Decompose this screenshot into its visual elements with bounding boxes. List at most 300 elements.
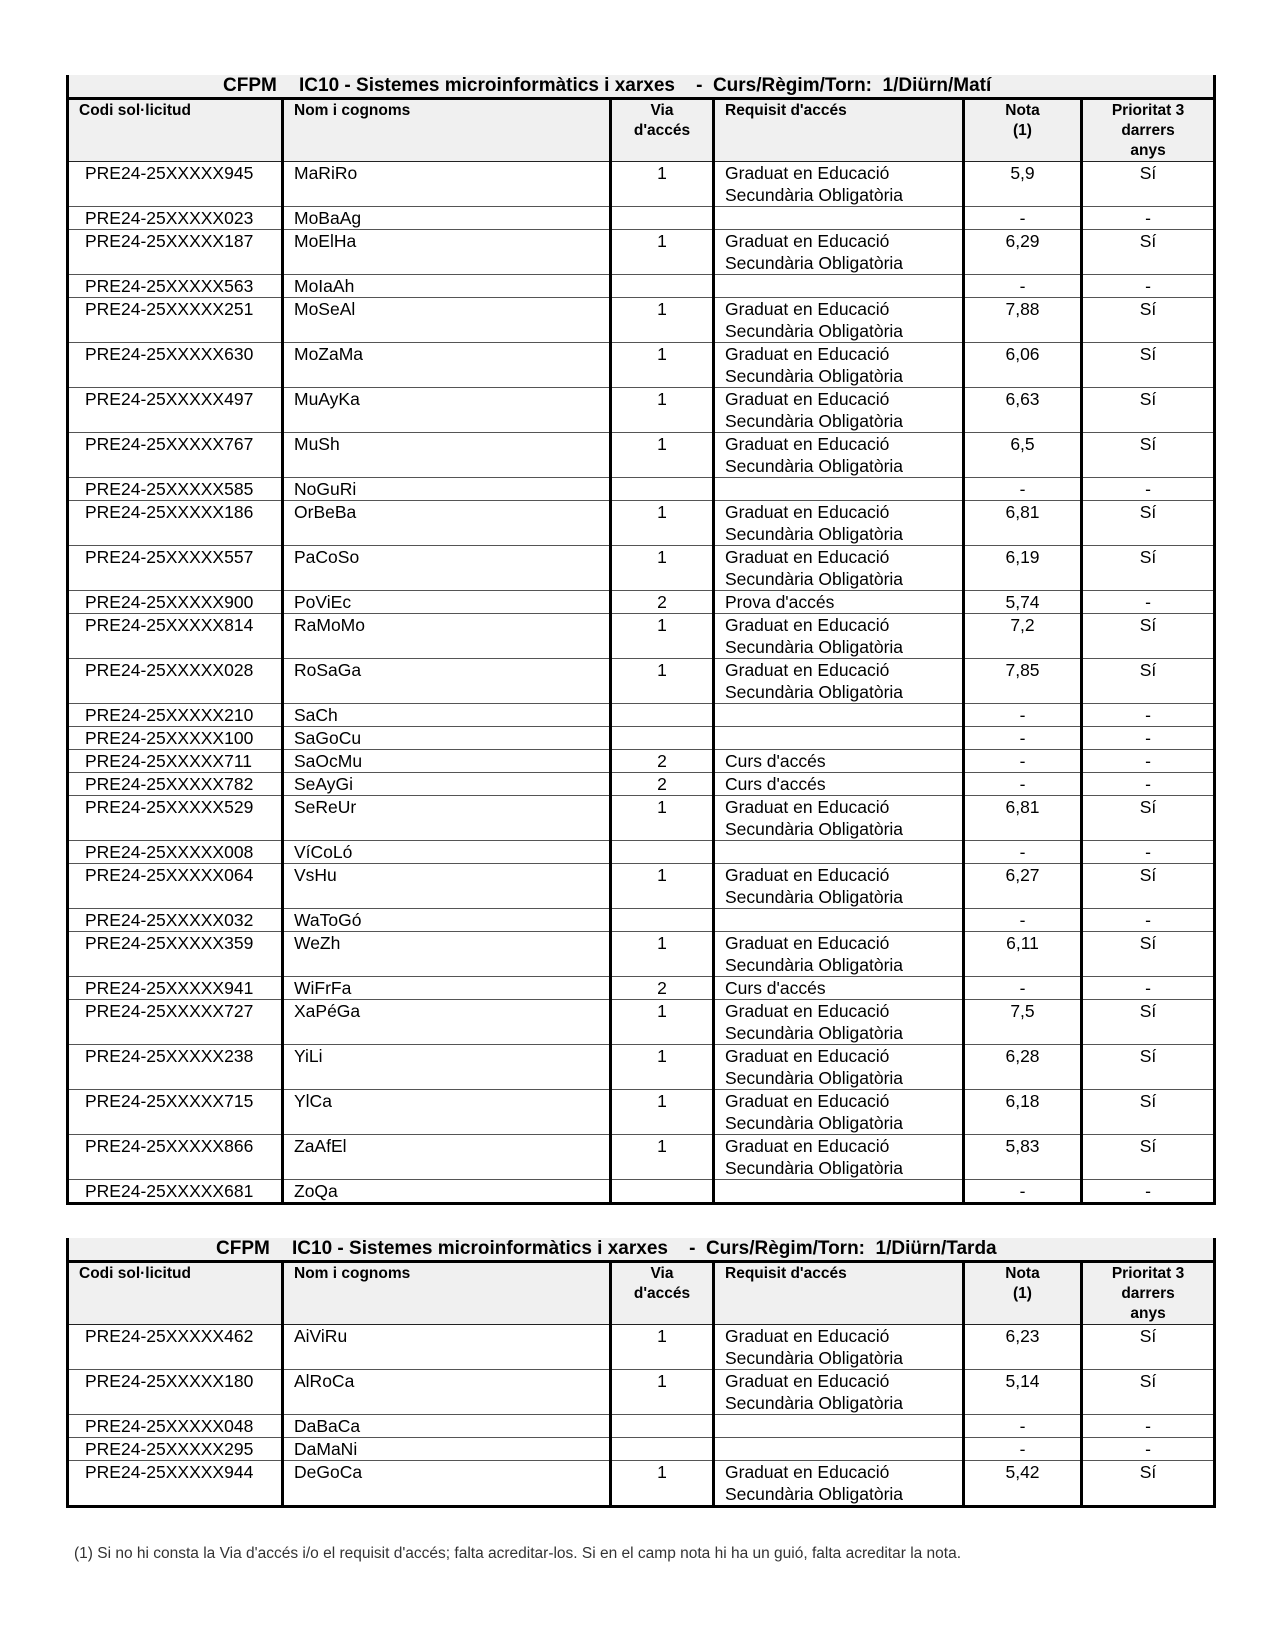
cell-via <box>611 1438 714 1461</box>
cell-name: PaCoSo <box>283 546 611 591</box>
cell-name: MoIaAh <box>283 275 611 298</box>
table-row <box>68 659 1215 704</box>
requisit-line-1: Graduat en Educació <box>725 1091 890 1111</box>
requisit-line-1: Graduat en Educació <box>725 1371 890 1391</box>
cell-code: PRE24-25XXXXX563 <box>68 275 283 298</box>
cell-nota: 7,2 <box>964 614 1082 659</box>
cell-prioritat: Sí <box>1082 546 1215 591</box>
cell-via <box>611 841 714 864</box>
cell-prioritat: - <box>1082 909 1215 932</box>
table-row <box>68 1415 1215 1438</box>
cell-code: PRE24-25XXXXX064 <box>68 864 283 909</box>
cell-code: PRE24-25XXXXX028 <box>68 659 283 704</box>
cell-nota: 5,42 <box>964 1461 1082 1507</box>
cell-requisit <box>714 501 964 546</box>
cell-code: PRE24-25XXXXX497 <box>68 388 283 433</box>
cell-requisit <box>714 1415 964 1438</box>
requisit-line-2: Secundària Obligatòria <box>725 637 904 657</box>
cell-nota: 6,81 <box>964 501 1082 546</box>
table-row <box>68 796 1215 841</box>
cell-requisit <box>714 704 964 727</box>
table <box>66 1238 1216 1508</box>
cell-requisit <box>714 1180 964 1204</box>
cell-name: DaMaNi <box>283 1438 611 1461</box>
requisit-line-1: Curs d'accés <box>725 774 826 794</box>
cell-prioritat: Sí <box>1082 1325 1215 1370</box>
cell-via: 1 <box>611 388 714 433</box>
cell-prioritat: Sí <box>1082 1135 1215 1180</box>
admissions-table-mati <box>66 75 1213 1205</box>
requisit-line-1: Curs d'accés <box>725 978 826 998</box>
cell-nota: 5,74 <box>964 591 1082 614</box>
col-header-code: Codi sol·licitud <box>68 1262 283 1325</box>
table-title: IC10 - Sistemes microinformàtics i xarxes - Curs/Règim/Torn: 1/Diürn/Matí <box>299 75 992 96</box>
cell-requisit <box>714 932 964 977</box>
cell-requisit <box>714 343 964 388</box>
cell-nota: - <box>964 1438 1082 1461</box>
table-row <box>68 501 1215 546</box>
cell-code: PRE24-25XXXXX100 <box>68 727 283 750</box>
header-row <box>68 1262 1215 1325</box>
header-row <box>68 99 1215 162</box>
requisit-line-1: Graduat en Educació <box>725 163 890 183</box>
requisit-line-1: Graduat en Educació <box>725 547 890 567</box>
cell-requisit <box>714 1438 964 1461</box>
cell-requisit <box>714 546 964 591</box>
cell-requisit <box>714 659 964 704</box>
admissions-table-tarda <box>66 1238 1213 1508</box>
cell-code: PRE24-25XXXXX187 <box>68 230 283 275</box>
requisit-line-2: Secundària Obligatòria <box>725 366 904 386</box>
cell-nota: 6,27 <box>964 864 1082 909</box>
cell-prioritat: Sí <box>1082 433 1215 478</box>
cell-via: 1 <box>611 501 714 546</box>
cell-code: PRE24-25XXXXX008 <box>68 841 283 864</box>
cell-name: RaMoMo <box>283 614 611 659</box>
cell-nota: 6,28 <box>964 1045 1082 1090</box>
cell-code: PRE24-25XXXXX900 <box>68 591 283 614</box>
cell-nota: 6,11 <box>964 932 1082 977</box>
cell-code: PRE24-25XXXXX048 <box>68 1415 283 1438</box>
cell-name: XaPéGa <box>283 1000 611 1045</box>
table-title-row <box>68 1238 1215 1262</box>
cell-name: YlCa <box>283 1090 611 1135</box>
table-row <box>68 298 1215 343</box>
cell-code: PRE24-25XXXXX180 <box>68 1370 283 1415</box>
cell-code: PRE24-25XXXXX814 <box>68 614 283 659</box>
cell-prioritat: Sí <box>1082 1045 1215 1090</box>
cell-requisit <box>714 1090 964 1135</box>
cell-requisit <box>714 864 964 909</box>
requisit-line-2: Secundària Obligatòria <box>725 185 904 205</box>
cell-nota: 7,88 <box>964 298 1082 343</box>
col-header-code: Codi sol·licitud <box>68 99 283 162</box>
cell-requisit <box>714 388 964 433</box>
table-row <box>68 207 1215 230</box>
table-row <box>68 932 1215 977</box>
cell-requisit <box>714 478 964 501</box>
cell-via: 1 <box>611 659 714 704</box>
cell-nota: 6,5 <box>964 433 1082 478</box>
cell-prioritat: Sí <box>1082 796 1215 841</box>
cell-via: 2 <box>611 773 714 796</box>
cell-requisit <box>714 230 964 275</box>
cell-requisit <box>714 1461 964 1507</box>
table-row <box>68 864 1215 909</box>
requisit-line-1: Graduat en Educació <box>725 1462 890 1482</box>
cell-nota: 6,18 <box>964 1090 1082 1135</box>
cell-requisit <box>714 909 964 932</box>
col-header-prio: Prioritat 3 darrers anys <box>1082 99 1215 162</box>
table-row <box>68 433 1215 478</box>
table <box>66 75 1216 1205</box>
cell-nota: - <box>964 773 1082 796</box>
cell-name: RoSaGa <box>283 659 611 704</box>
cell-prioritat: Sí <box>1082 864 1215 909</box>
requisit-line-2: Secundària Obligatòria <box>725 1484 904 1504</box>
cell-name: ZoQa <box>283 1180 611 1204</box>
table-row <box>68 546 1215 591</box>
cell-name: MoZaMa <box>283 343 611 388</box>
cell-nota: - <box>964 727 1082 750</box>
cell-prioritat: - <box>1082 727 1215 750</box>
cell-name: VíCoLó <box>283 841 611 864</box>
table-row <box>68 275 1215 298</box>
requisit-line-1: Graduat en Educació <box>725 1001 890 1021</box>
cell-nota: - <box>964 750 1082 773</box>
center-name: CFPM <box>216 1238 270 1259</box>
table-row <box>68 1180 1215 1204</box>
cell-requisit <box>714 773 964 796</box>
cell-via: 1 <box>611 932 714 977</box>
cell-nota: 5,14 <box>964 1370 1082 1415</box>
cell-prioritat: - <box>1082 1415 1215 1438</box>
requisit-line-1: Graduat en Educació <box>725 389 890 409</box>
cell-name: NoGuRi <box>283 478 611 501</box>
cell-via <box>611 478 714 501</box>
cell-code: PRE24-25XXXXX681 <box>68 1180 283 1204</box>
cell-code: PRE24-25XXXXX945 <box>68 162 283 207</box>
cell-via: 1 <box>611 614 714 659</box>
cell-prioritat: - <box>1082 591 1215 614</box>
cell-prioritat: Sí <box>1082 230 1215 275</box>
cell-prioritat: Sí <box>1082 343 1215 388</box>
cell-name: AlRoCa <box>283 1370 611 1415</box>
cell-requisit <box>714 614 964 659</box>
cell-prioritat: - <box>1082 1438 1215 1461</box>
table-row <box>68 727 1215 750</box>
requisit-line-1: Graduat en Educació <box>725 1326 890 1346</box>
cell-prioritat: Sí <box>1082 614 1215 659</box>
cell-code: PRE24-25XXXXX557 <box>68 546 283 591</box>
requisit-line-1: Graduat en Educació <box>725 1136 890 1156</box>
cell-nota: 6,19 <box>964 546 1082 591</box>
cell-requisit <box>714 977 964 1000</box>
table-row <box>68 750 1215 773</box>
cell-code: PRE24-25XXXXX251 <box>68 298 283 343</box>
cell-via: 1 <box>611 1090 714 1135</box>
cell-nota: 7,85 <box>964 659 1082 704</box>
cell-name: OrBeBa <box>283 501 611 546</box>
cell-name: ZaAfEl <box>283 1135 611 1180</box>
cell-code: PRE24-25XXXXX715 <box>68 1090 283 1135</box>
cell-via: 2 <box>611 591 714 614</box>
cell-code: PRE24-25XXXXX782 <box>68 773 283 796</box>
cell-nota: - <box>964 275 1082 298</box>
cell-nota: 6,06 <box>964 343 1082 388</box>
cell-name: SaGoCu <box>283 727 611 750</box>
center-name: CFPM <box>223 75 277 96</box>
cell-nota: - <box>964 909 1082 932</box>
cell-code: PRE24-25XXXXX238 <box>68 1045 283 1090</box>
cell-via: 1 <box>611 1461 714 1507</box>
cell-prioritat: Sí <box>1082 932 1215 977</box>
table-row <box>68 1325 1215 1370</box>
cell-name: MuAyKa <box>283 388 611 433</box>
cell-name: SaCh <box>283 704 611 727</box>
cell-code: PRE24-25XXXXX462 <box>68 1325 283 1370</box>
cell-via: 2 <box>611 750 714 773</box>
cell-requisit <box>714 433 964 478</box>
cell-prioritat: Sí <box>1082 1461 1215 1507</box>
table-row <box>68 343 1215 388</box>
cell-prioritat: - <box>1082 1180 1215 1204</box>
col-header-req: Requisit d'accés <box>714 1262 964 1325</box>
requisit-line-1: Graduat en Educació <box>725 502 890 522</box>
cell-via: 1 <box>611 546 714 591</box>
cell-name: VsHu <box>283 864 611 909</box>
col-header-prio: Prioritat 3 darrers anys <box>1082 1262 1215 1325</box>
cell-nota: - <box>964 1180 1082 1204</box>
cell-code: PRE24-25XXXXX585 <box>68 478 283 501</box>
cell-name: SeAyGi <box>283 773 611 796</box>
cell-via <box>611 1415 714 1438</box>
col-header-via: Via d'accés <box>611 1262 714 1325</box>
cell-name: WeZh <box>283 932 611 977</box>
cell-name: MoBaAg <box>283 207 611 230</box>
cell-prioritat: Sí <box>1082 501 1215 546</box>
table-title-row <box>68 75 1215 99</box>
requisit-line-2: Secundària Obligatòria <box>725 819 904 839</box>
requisit-line-1: Graduat en Educació <box>725 865 890 885</box>
cell-name: MaRiRo <box>283 162 611 207</box>
table-row <box>68 1438 1215 1461</box>
cell-via: 1 <box>611 343 714 388</box>
requisit-line-1: Graduat en Educació <box>725 933 890 953</box>
col-header-nota: Nota (1) <box>964 99 1082 162</box>
cell-name: DaBaCa <box>283 1415 611 1438</box>
requisit-line-2: Secundària Obligatòria <box>725 1068 904 1088</box>
cell-nota: 6,23 <box>964 1325 1082 1370</box>
cell-prioritat: - <box>1082 750 1215 773</box>
table-row <box>68 1045 1215 1090</box>
cell-prioritat: Sí <box>1082 1090 1215 1135</box>
requisit-line-2: Secundària Obligatòria <box>725 1393 904 1413</box>
requisit-line-2: Secundària Obligatòria <box>725 411 904 431</box>
cell-prioritat: Sí <box>1082 388 1215 433</box>
cell-prioritat: - <box>1082 773 1215 796</box>
table-row <box>68 704 1215 727</box>
table-row <box>68 591 1215 614</box>
cell-via <box>611 727 714 750</box>
table-row <box>68 773 1215 796</box>
requisit-line-1: Graduat en Educació <box>725 660 890 680</box>
table-title: IC10 - Sistemes microinformàtics i xarxes - Curs/Règim/Torn: 1/Diürn/Tarda <box>292 1238 997 1259</box>
requisit-line-2: Secundària Obligatòria <box>725 955 904 975</box>
table-row <box>68 909 1215 932</box>
col-header-name: Nom i cognoms <box>283 99 611 162</box>
requisit-line-2: Secundària Obligatòria <box>725 682 904 702</box>
requisit-line-2: Secundària Obligatòria <box>725 887 904 907</box>
cell-code: PRE24-25XXXXX630 <box>68 343 283 388</box>
cell-nota: - <box>964 704 1082 727</box>
cell-nota: 6,29 <box>964 230 1082 275</box>
cell-code: PRE24-25XXXXX711 <box>68 750 283 773</box>
cell-requisit <box>714 1325 964 1370</box>
cell-prioritat: - <box>1082 841 1215 864</box>
col-header-name: Nom i cognoms <box>283 1262 611 1325</box>
requisit-line-2: Secundària Obligatòria <box>725 1348 904 1368</box>
cell-code: PRE24-25XXXXX359 <box>68 932 283 977</box>
cell-prioritat: Sí <box>1082 659 1215 704</box>
cell-via: 1 <box>611 1045 714 1090</box>
cell-requisit <box>714 1370 964 1415</box>
cell-requisit <box>714 1135 964 1180</box>
cell-prioritat: Sí <box>1082 1000 1215 1045</box>
cell-prioritat: Sí <box>1082 1370 1215 1415</box>
cell-nota: 6,63 <box>964 388 1082 433</box>
requisit-line-1: Graduat en Educació <box>725 231 890 251</box>
cell-name: SeReUr <box>283 796 611 841</box>
cell-name: PoViEc <box>283 591 611 614</box>
table-row <box>68 977 1215 1000</box>
requisit-line-1: Graduat en Educació <box>725 299 890 319</box>
cell-requisit <box>714 591 964 614</box>
cell-via <box>611 1180 714 1204</box>
cell-nota: - <box>964 841 1082 864</box>
cell-name: MoSeAl <box>283 298 611 343</box>
cell-nota: - <box>964 478 1082 501</box>
cell-via: 2 <box>611 977 714 1000</box>
cell-code: PRE24-25XXXXX032 <box>68 909 283 932</box>
cell-prioritat: - <box>1082 478 1215 501</box>
requisit-line-1: Graduat en Educació <box>725 434 890 454</box>
requisit-line-1: Prova d'accés <box>725 592 835 612</box>
cell-requisit <box>714 1045 964 1090</box>
cell-prioritat: Sí <box>1082 162 1215 207</box>
cell-prioritat: - <box>1082 704 1215 727</box>
cell-code: PRE24-25XXXXX023 <box>68 207 283 230</box>
requisit-line-1: Graduat en Educació <box>725 797 890 817</box>
cell-nota: 5,83 <box>964 1135 1082 1180</box>
cell-code: PRE24-25XXXXX529 <box>68 796 283 841</box>
cell-code: PRE24-25XXXXX295 <box>68 1438 283 1461</box>
cell-code: PRE24-25XXXXX210 <box>68 704 283 727</box>
table-row <box>68 388 1215 433</box>
cell-prioritat: - <box>1082 977 1215 1000</box>
cell-prioritat: Sí <box>1082 298 1215 343</box>
table-row <box>68 841 1215 864</box>
requisit-line-2: Secundària Obligatòria <box>725 321 904 341</box>
cell-nota: - <box>964 977 1082 1000</box>
cell-via: 1 <box>611 1135 714 1180</box>
cell-code: PRE24-25XXXXX767 <box>68 433 283 478</box>
requisit-line-1: Graduat en Educació <box>725 615 890 635</box>
cell-via: 1 <box>611 1370 714 1415</box>
col-header-req: Requisit d'accés <box>714 99 964 162</box>
cell-via: 1 <box>611 230 714 275</box>
cell-name: MoElHa <box>283 230 611 275</box>
requisit-line-2: Secundària Obligatòria <box>725 456 904 476</box>
cell-via: 1 <box>611 796 714 841</box>
requisit-line-1: Graduat en Educació <box>725 344 890 364</box>
cell-requisit <box>714 275 964 298</box>
cell-code: PRE24-25XXXXX941 <box>68 977 283 1000</box>
footnote: (1) Si no hi consta la Via d'accés i/o el requisit d'accés; falta acreditar-los. Si en el camp nota hi ha un guió, falta acreditar la nota. <box>74 1545 962 1562</box>
col-header-nota: Nota (1) <box>964 1262 1082 1325</box>
cell-code: PRE24-25XXXXX727 <box>68 1000 283 1045</box>
cell-nota: 7,5 <box>964 1000 1082 1045</box>
cell-requisit <box>714 796 964 841</box>
cell-name: SaOcMu <box>283 750 611 773</box>
cell-requisit <box>714 750 964 773</box>
cell-via: 1 <box>611 162 714 207</box>
table-row <box>68 1000 1215 1045</box>
cell-via <box>611 275 714 298</box>
cell-nota: - <box>964 1415 1082 1438</box>
col-header-via: Via d'accés <box>611 99 714 162</box>
cell-nota: - <box>964 207 1082 230</box>
table-row <box>68 614 1215 659</box>
table-row <box>68 478 1215 501</box>
cell-nota: 6,81 <box>964 796 1082 841</box>
requisit-line-2: Secundària Obligatòria <box>725 253 904 273</box>
table-row <box>68 230 1215 275</box>
cell-name: YiLi <box>283 1045 611 1090</box>
cell-name: DeGoCa <box>283 1461 611 1507</box>
cell-name: AiViRu <box>283 1325 611 1370</box>
cell-name: MuSh <box>283 433 611 478</box>
cell-requisit <box>714 1000 964 1045</box>
cell-via: 1 <box>611 298 714 343</box>
cell-via <box>611 909 714 932</box>
cell-name: WaToGó <box>283 909 611 932</box>
cell-requisit <box>714 162 964 207</box>
cell-via <box>611 207 714 230</box>
cell-via: 1 <box>611 433 714 478</box>
cell-code: PRE24-25XXXXX186 <box>68 501 283 546</box>
cell-requisit <box>714 207 964 230</box>
cell-via: 1 <box>611 1325 714 1370</box>
table-row <box>68 1370 1215 1415</box>
cell-via: 1 <box>611 1000 714 1045</box>
requisit-line-1: Curs d'accés <box>725 751 826 771</box>
table-row <box>68 1135 1215 1180</box>
requisit-line-2: Secundària Obligatòria <box>725 1023 904 1043</box>
cell-prioritat: - <box>1082 275 1215 298</box>
cell-via <box>611 704 714 727</box>
cell-prioritat: - <box>1082 207 1215 230</box>
cell-requisit <box>714 841 964 864</box>
cell-nota: 5,9 <box>964 162 1082 207</box>
table-row <box>68 1461 1215 1507</box>
table-row <box>68 1090 1215 1135</box>
requisit-line-2: Secundària Obligatòria <box>725 569 904 589</box>
cell-code: PRE24-25XXXXX866 <box>68 1135 283 1180</box>
cell-name: WiFrFa <box>283 977 611 1000</box>
requisit-line-2: Secundària Obligatòria <box>725 524 904 544</box>
cell-code: PRE24-25XXXXX944 <box>68 1461 283 1507</box>
